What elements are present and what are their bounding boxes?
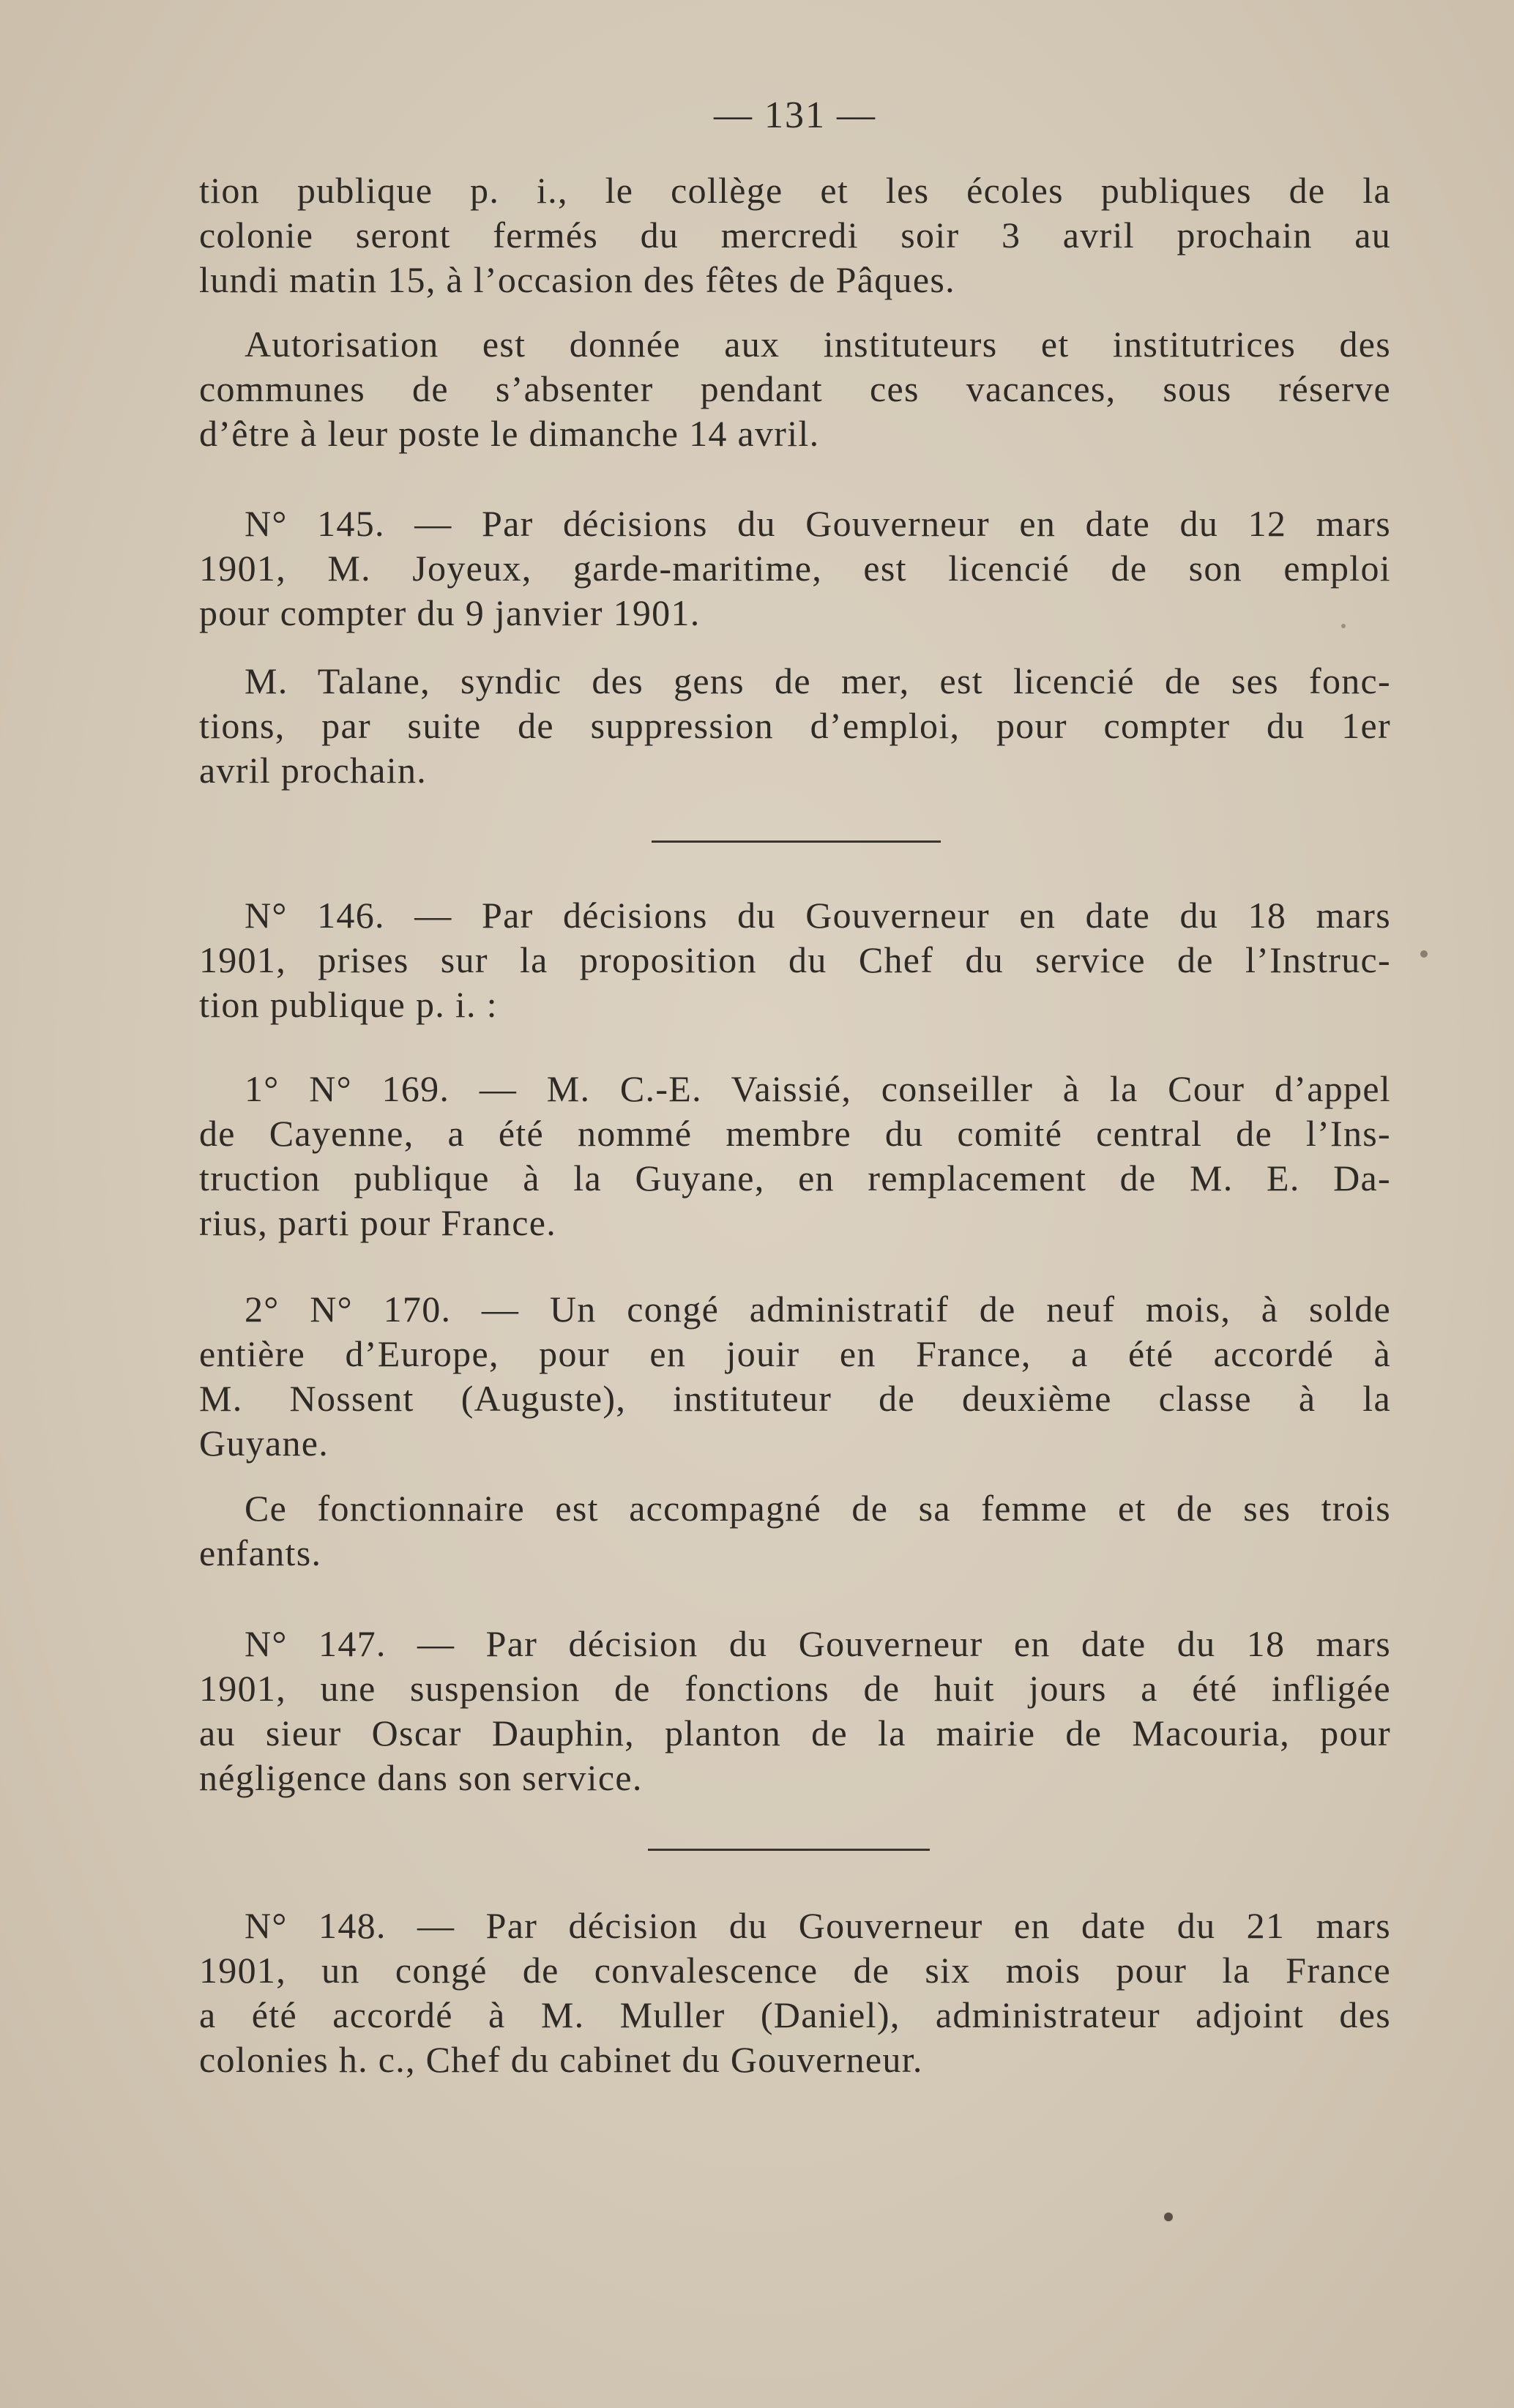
- page-number: — 131 —: [714, 94, 876, 136]
- text-line: 1901, un congé de convalescence de six mois pour la France: [199, 1950, 1391, 1991]
- text-line: Autorisation est donnée aux instituteurs et institutrices des: [245, 324, 1391, 365]
- scan-speck: [1164, 2213, 1173, 2221]
- decision-148: [199, 1904, 1391, 2082]
- text-line: M. Talane, syndic des gens de mer, est licencié de ses fonc-: [245, 660, 1391, 701]
- text-line: 1901, une suspension de fonctions de huit jours a été infligée: [199, 1668, 1391, 1709]
- text-line: M. Nossent (Auguste), instituteur de deuxième classe à la: [199, 1378, 1391, 1419]
- text-line: au sieur Oscar Dauphin, planton de la mairie de Macouria, pour: [199, 1712, 1391, 1753]
- text-line: a été accordé à M. Muller (Daniel), administrateur adjoint des: [199, 1994, 1391, 2035]
- text-line: N° 148. — Par décision du Gouverneur en date du 21 mars: [245, 1905, 1391, 1946]
- decision-146: [199, 893, 1391, 1027]
- text-line: Ce fonctionnaire est accompagné de sa femme et de ses trois: [245, 1488, 1391, 1529]
- text-line: 1° N° 169. — M. C.-E. Vaissié, conseiller à la Cour d’appel: [245, 1068, 1391, 1109]
- decision-147: [199, 1622, 1391, 1800]
- text-line: Guyane.: [199, 1423, 329, 1464]
- separator-rule: [648, 1849, 930, 1851]
- text-line: enfants.: [199, 1532, 322, 1573]
- decision-145: [199, 502, 1391, 635]
- text-line: N° 145. — Par décisions du Gouverneur en date du 12 mars: [245, 503, 1391, 544]
- scan-speck: [1420, 950, 1428, 958]
- item-169: [199, 1067, 1391, 1245]
- text-line: communes de s’absenter pendant ces vacances, sous réserve: [199, 368, 1391, 409]
- text-line: truction publique à la Guyane, en remplacement de M. E. Da-: [199, 1158, 1391, 1199]
- paragraph-fonctionnaire: [199, 1486, 1391, 1576]
- text-line: tions, par suite de suppression d’emploi, pour compter du 1er: [199, 705, 1391, 746]
- scan-speck: [1341, 624, 1346, 628]
- separator-rule: [652, 840, 941, 843]
- text-line: colonies h. c., Chef du cabinet du Gouverneur.: [199, 2039, 923, 2080]
- paragraph-autorisation: [199, 322, 1391, 456]
- text-line: entière d’Europe, pour en jouir en France, a été accordé à: [199, 1333, 1391, 1374]
- text-line: colonie seront fermés du mercredi soir 3 avril prochain au: [199, 215, 1391, 256]
- text-line: d’être à leur poste le dimanche 14 avril.: [199, 413, 820, 454]
- text-line: lundi matin 15, à l’occasion des fêtes de Pâques.: [199, 259, 955, 300]
- text-line: pour compter du 9 janvier 1901.: [199, 592, 701, 633]
- paragraph-continuation: [199, 168, 1391, 302]
- text-line: négligence dans son service.: [199, 1757, 643, 1798]
- text-line: rius, parti pour France.: [199, 1202, 557, 1243]
- text-line: N° 147. — Par décision du Gouverneur en date du 18 mars: [245, 1623, 1391, 1664]
- paragraph-talane: [199, 659, 1391, 793]
- text-line: N° 146. — Par décisions du Gouverneur en date du 18 mars: [245, 895, 1391, 936]
- text-line: avril prochain.: [199, 750, 428, 791]
- item-170: [199, 1287, 1391, 1466]
- text-line: tion publique p. i., le collège et les écoles publiques de la: [199, 170, 1391, 211]
- text-line: de Cayenne, a été nommé membre du comité central de l’Ins-: [199, 1113, 1391, 1154]
- text-line: 2° N° 170. — Un congé administratif de neuf mois, à solde: [245, 1289, 1391, 1330]
- text-line: 1901, prises sur la proposition du Chef du service de l’Instruc-: [199, 939, 1391, 980]
- text-line: tion publique p. i. :: [199, 984, 498, 1025]
- text-line: 1901, M. Joyeux, garde-maritime, est licencié de son emploi: [199, 548, 1391, 589]
